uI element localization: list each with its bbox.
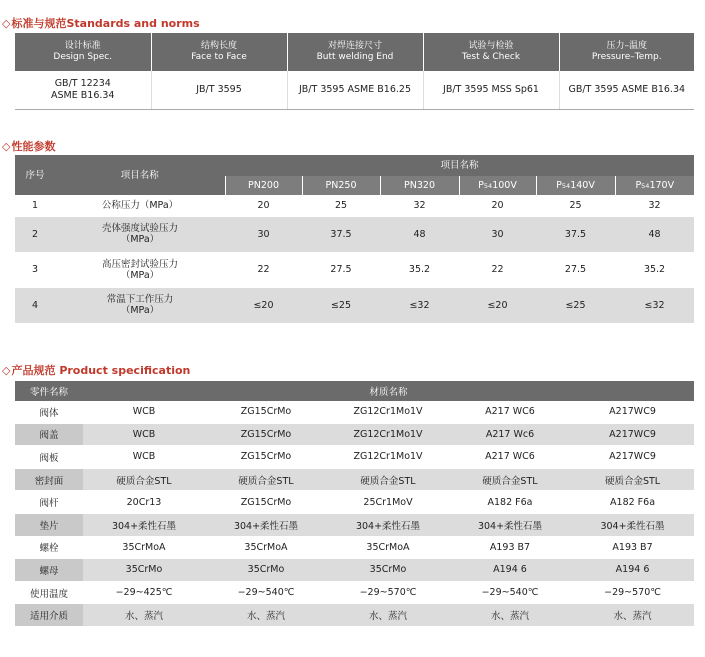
material-cell: 硬质合金STL: [449, 468, 571, 491]
material-cell: 35CrMoA: [83, 536, 205, 559]
part-name-cell: 螺栓: [15, 536, 83, 559]
table-row: 1 公称压力（MPa） 20 25 32 20 25 32: [15, 195, 694, 216]
table-row: [15, 513, 694, 536]
table-cell: JB/T 3595: [151, 71, 287, 110]
product-table: [15, 381, 694, 627]
table-row: 4 常温下工作压力 （MPa） ≤20 ≤25 ≤32 ≤20 ≤25 ≤32: [15, 287, 694, 323]
part-name-cell: 垫片: [15, 513, 83, 536]
material-cell: A194 6: [571, 559, 694, 582]
header-p54-140v: P54140V: [536, 176, 615, 195]
material-cell: 硬质合金STL: [327, 468, 449, 491]
part-name-cell: 密封面: [15, 468, 83, 491]
material-cell: 水、蒸汽: [571, 604, 694, 627]
header-design-spec: 设计标准 Design Spec.: [15, 33, 151, 71]
material-cell: A182 F6a: [571, 491, 694, 514]
material-cell: A217WC9: [571, 401, 694, 423]
diamond-icon: ◇: [2, 140, 11, 153]
table-cell: GB/T 3595 ASME B16.34: [559, 71, 694, 110]
table-row: [15, 604, 694, 627]
header-item-group: 项目名称: [225, 155, 694, 176]
material-cell: WCB: [83, 401, 205, 423]
material-cell: 35CrMoA: [327, 536, 449, 559]
header-pn250: PN250: [302, 176, 380, 195]
part-name-cell: 螺母: [15, 559, 83, 582]
part-name-cell: 使用温度: [15, 581, 83, 604]
table-cell: JB/T 3595 ASME B16.25: [287, 71, 423, 110]
header-material-name: 材质名称: [83, 381, 694, 401]
table-header-row: [15, 381, 694, 401]
table-row: [15, 559, 694, 582]
table-row: [15, 401, 694, 423]
material-cell: A217 WC6: [449, 401, 571, 423]
header-face-to-face: 结构长度 Face to Face: [151, 33, 287, 71]
part-name-cell: 阀体: [15, 401, 83, 423]
header-item: 项目名称: [55, 155, 225, 195]
material-cell: 304+柔性石墨: [205, 513, 327, 536]
material-cell: ZG15CrMo: [205, 491, 327, 514]
material-cell: −29~425℃: [83, 581, 205, 604]
material-cell: 水、蒸汽: [327, 604, 449, 627]
material-cell: −29~570℃: [571, 581, 694, 604]
material-cell: −29~540℃: [449, 581, 571, 604]
header-pressure-temp: 压力–温度 Pressure–Temp.: [559, 33, 694, 71]
material-cell: A193 B7: [449, 536, 571, 559]
table-row: [15, 71, 694, 110]
section-title-product: ◇产品规范 Product specification: [2, 364, 191, 377]
diamond-icon: ◇: [2, 17, 11, 30]
table-row: [15, 491, 694, 514]
performance-table: [15, 155, 694, 324]
material-cell: A193 B7: [571, 536, 694, 559]
part-name-cell: 阀板: [15, 446, 83, 469]
table-cell: GB/T 12234 ASME B16.34: [15, 71, 151, 110]
material-cell: A217WC9: [571, 423, 694, 446]
material-cell: ZG12Cr1Mo1V: [327, 423, 449, 446]
section-title-performance: ◇性能参数: [2, 140, 56, 153]
table-row: [15, 468, 694, 491]
table-row: 2 壳体强度试验压力 （MPa） 30 37.5 48 30 37.5 48: [15, 216, 694, 252]
material-cell: 304+柔性石墨: [327, 513, 449, 536]
table-header-row: [15, 155, 694, 176]
material-cell: −29~570℃: [327, 581, 449, 604]
header-butt-welding: 对焊连接尺寸 Butt welding End: [287, 33, 423, 71]
header-pn200: PN200: [225, 176, 302, 195]
table-row: 3 高压密封试验压力 （MPa） 22 27.5 35.2 22 27.5 35.2: [15, 252, 694, 287]
material-cell: A217 WC6: [449, 446, 571, 469]
header-test-check: 试验与检验 Test & Check: [423, 33, 559, 71]
material-cell: 35CrMo: [83, 559, 205, 582]
material-cell: 304+柔性石墨: [449, 513, 571, 536]
table-cell: JB/T 3595 MSS Sp61: [423, 71, 559, 110]
material-cell: 水、蒸汽: [449, 604, 571, 627]
material-cell: 304+柔性石墨: [83, 513, 205, 536]
material-cell: 水、蒸汽: [83, 604, 205, 627]
material-cell: 304+柔性石墨: [571, 513, 694, 536]
material-cell: ZG15CrMo: [205, 423, 327, 446]
diamond-icon: ◇: [2, 364, 11, 377]
part-name-cell: 适用介质: [15, 604, 83, 627]
material-cell: 硬质合金STL: [571, 468, 694, 491]
material-cell: 35CrMo: [205, 559, 327, 582]
standards-table: [15, 33, 694, 110]
material-cell: ZG12Cr1Mo1V: [327, 401, 449, 423]
material-cell: 25Cr1MoV: [327, 491, 449, 514]
header-no: 序号: [15, 155, 55, 195]
material-cell: WCB: [83, 423, 205, 446]
header-p54-100v: P54100V: [459, 176, 536, 195]
material-cell: ZG12Cr1Mo1V: [327, 446, 449, 469]
section-title-standards: ◇标准与规范Standards and norms: [2, 17, 200, 30]
part-name-cell: 阀杆: [15, 491, 83, 514]
material-cell: 硬质合金STL: [205, 468, 327, 491]
material-cell: ZG15CrMo: [205, 446, 327, 469]
material-cell: −29~540℃: [205, 581, 327, 604]
material-cell: 35CrMo: [327, 559, 449, 582]
material-cell: ZG15CrMo: [205, 401, 327, 423]
material-cell: 硬质合金STL: [83, 468, 205, 491]
table-row: [15, 423, 694, 446]
material-cell: A182 F6a: [449, 491, 571, 514]
material-cell: WCB: [83, 446, 205, 469]
material-cell: A194 6: [449, 559, 571, 582]
table-header-row: [15, 33, 694, 71]
material-cell: 水、蒸汽: [205, 604, 327, 627]
material-cell: 35CrMoA: [205, 536, 327, 559]
material-cell: A217 Wc6: [449, 423, 571, 446]
header-part-name: 零件名称: [15, 381, 83, 401]
header-p54-170v: P54170V: [615, 176, 694, 195]
material-cell: 20Cr13: [83, 491, 205, 514]
material-cell: A217WC9: [571, 446, 694, 469]
part-name-cell: 阀盖: [15, 423, 83, 446]
header-pn320: PN320: [380, 176, 459, 195]
table-row: [15, 446, 694, 469]
table-row: [15, 536, 694, 559]
table-row: [15, 581, 694, 604]
